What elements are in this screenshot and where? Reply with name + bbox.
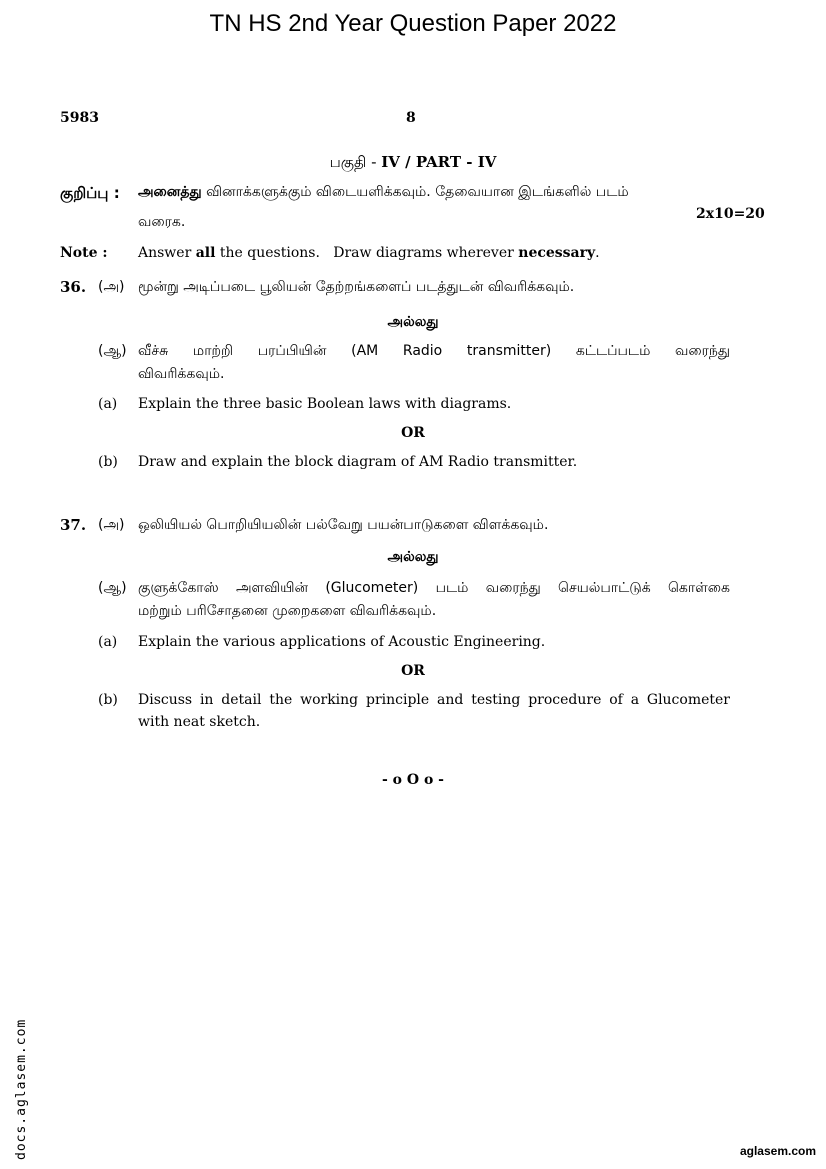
note-label: Note : (60, 245, 108, 261)
instruction-label-tamil: குறிப்பு : (60, 184, 120, 202)
note-part2: the questions. Draw diagrams wherever (219, 245, 514, 261)
instruction-tamil-rest: வினாக்களுக்கும் விடையளிக்கவும். தேவையான இடங்களில் படம் (206, 184, 629, 200)
note-text (138, 245, 600, 261)
instruction-tamil-line2: வரைக. (138, 214, 186, 230)
question-number-37: 37. (60, 516, 87, 534)
part-heading-english: IV / PART - IV (381, 153, 497, 171)
q36-b-label-tamil: (ஆ) (98, 343, 127, 359)
q36-a-english: Explain the three basic Boolean laws with diagrams. (138, 396, 512, 412)
q37-a-label: (a) (98, 634, 118, 650)
q37-a-english: Explain the various applications of Acoustic Engineering. (138, 634, 546, 650)
q37-b-english-line2: with neat sketch. (138, 714, 261, 730)
q37-b-tamil-line1: குளுக்கோஸ் அளவியின் (Glucometer) படம் வரைந்து செயல்பாட்டுக் கொள்கை (138, 580, 730, 596)
footer-site-link[interactable]: aglasem.com (739, 1144, 816, 1158)
q36-b-tamil-line2: விவரிக்கவும். (138, 366, 225, 382)
q37-or-tamil: அல்லது (387, 549, 439, 565)
q36-b-tamil-line1: வீச்சு மாற்றி பரப்பியின் (AM Radio transmitter) கட்டப்படம் வரைந்து (138, 343, 730, 359)
note-end: . (595, 245, 600, 261)
instruction-tamil-bold: அனைத்து (138, 184, 202, 200)
note-bold-necessary: necessary (518, 245, 596, 261)
q37-b-tamil-line2: மற்றும் பரிசோதனை முறைகளை விவரிக்கவும். (138, 603, 437, 619)
q36-a-label: (a) (98, 396, 118, 412)
part-heading-tamil: பகுதி - (329, 153, 377, 171)
q36-a-tamil: மூன்று அடிப்படை பூலியன் தேற்றங்களைப் படத்துடன் விவரிக்கவும். (138, 279, 575, 295)
banner-title: TN HS 2nd Year Question Paper 2022 (209, 10, 617, 37)
note-bold-all: all (195, 245, 216, 261)
q37-b-label: (b) (98, 692, 118, 708)
q37-b-english-line1: Discuss in detail the working principle and testing procedure of a Glucometer (138, 692, 730, 708)
q36-b-english-line1: Draw and explain the block diagram of AM Radio transmitter. (138, 454, 578, 470)
q36-b-label: (b) (98, 454, 118, 470)
page-number: 8 (406, 110, 416, 126)
q36-or-tamil: அல்லது (387, 314, 439, 330)
paper-code: 5983 (60, 110, 99, 126)
q36-a-label-tamil: (அ) (98, 279, 125, 295)
q37-a-label-tamil: (அ) (98, 517, 125, 533)
note-part1: Answer (138, 245, 192, 261)
part-heading (0, 153, 826, 173)
question-number-36: 36. (60, 278, 87, 296)
q36-or-english: OR (401, 425, 425, 441)
marks-allocation: 2x10=20 (696, 206, 765, 222)
instruction-tamil-line1 (138, 184, 738, 202)
q37-or-english: OR (401, 663, 425, 679)
end-mark: - o O o - (382, 772, 444, 788)
side-watermark: docs.aglasem.com (14, 1018, 29, 1160)
q37-b-label-tamil: (ஆ) (98, 580, 127, 596)
q37-a-tamil: ஒலியியல் பொறியியலின் பல்வேறு பயன்பாடுகளை விளக்கவும். (138, 517, 549, 533)
